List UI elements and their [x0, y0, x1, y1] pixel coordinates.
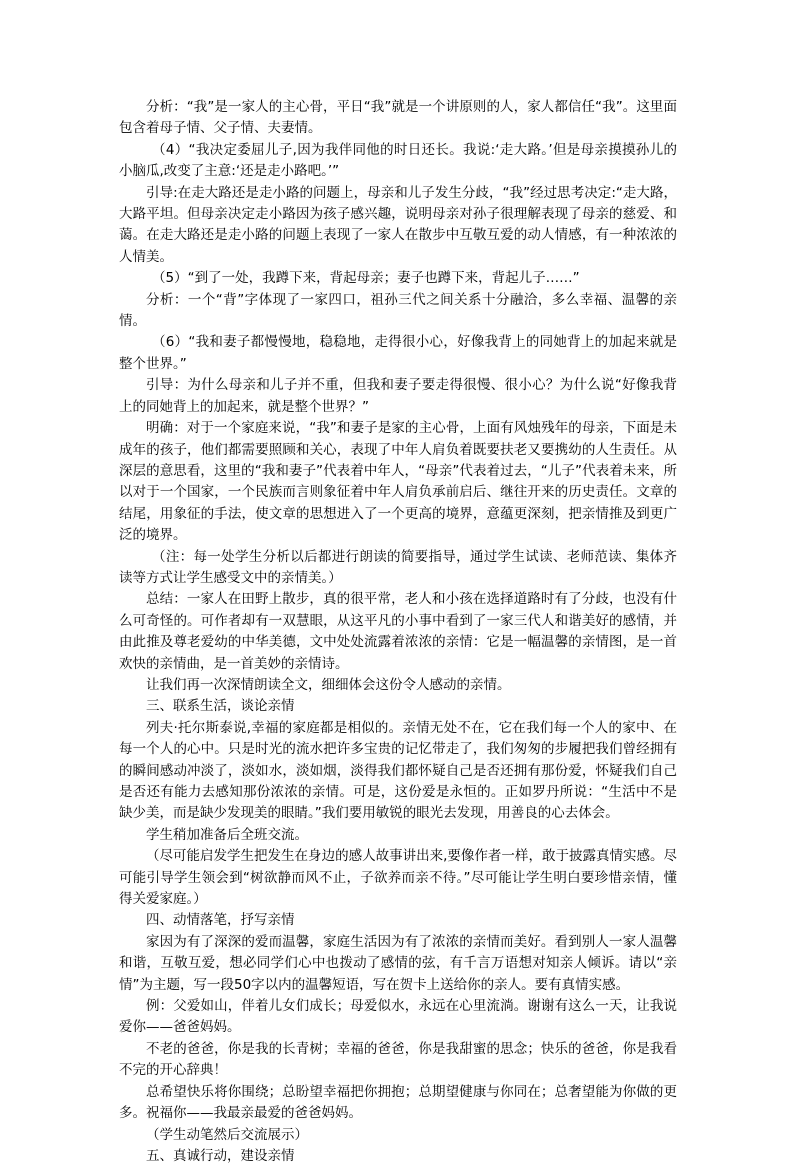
paragraph-note: （注：每一处学生分析以后都进行朗读的简要指导，通过学生试读、老师范读、集体齐读等方式让学生感受文中的亲情美。）: [119, 548, 677, 586]
paragraph-prepare: 学生稍加准备后全班交流。: [146, 826, 308, 843]
document-body: [119, 97, 677, 1167]
paragraph-inspire-note: （尽可能启发学生把发生在身边的感人故事讲出来,要像作者一样，敢于披露真情实感。尽可能引导学生领会到“树欲静而风不止，子欲养而亲不待。”尽可能让学生明白要珍惜亲情，懂得关爱家庭。）: [119, 848, 677, 908]
paragraph-summary: 总结：一家人在田野上散步，真的很平常，老人和小孩在选择道路时有了分歧，也没有什么可奇怪的。可作者却有一双慧眼，从这平凡的小事中看到了一家三代人和谐美好的感情，并由此推及尊老爱幼的中华美德，文中处处流露着浓浓的亲情：它是一幅温馨的亲情图，是一首欢快的亲情曲，是一首美妙的亲情诗。: [119, 591, 677, 672]
paragraph-clarification: 明确：对于一个家庭来说，“我”和妻子是家的主心骨，上面有风烛残年的母亲，下面是未成年的孩子，他们都需要照顾和关心，表现了中年人肩负着既要扶老又要携幼的人生责任。从深层的意思看，这里的“我和妻子”代表着中年人，“母亲”代表着过去，“儿子”代表着未来，所以对于一个国家，一个民族而言则象征着中年人肩负承前启后、继往开来的历史责任。文章的结尾，用象征的手法，使文章的思想进入了一个更高的境界，意蕴更深刻，把亲情推及到更广泛的境界。: [119, 420, 677, 544]
paragraph-quote-4: （4）“我决定委屈儿子,因为我伴同他的时日还长。我说:‘走大路。’但是母亲摸摸孙儿的小脑瓜,改变了主意:‘还是走小路吧。’”: [119, 141, 677, 180]
paragraph-example-2: 不老的爸爸，你是我的长青树；幸福的爸爸，你是我甜蜜的思念；快乐的爸爸，你是我看不完的开心辞典！: [119, 1040, 677, 1079]
paragraph-analysis-family: 分析：“我”是一家人的主心骨，平日“我”就是一个讲原则的人，家人都信任“我”。这里面包含着母子情、父子情、夫妻情。: [119, 99, 677, 137]
paragraph-example-3: 总希望快乐将你围绕；总盼望幸福把你拥抱；总期望健康与你同在；总奢望能为你做的更多。祝福你——我最亲最爱的爸爸妈妈。: [119, 1083, 677, 1122]
section-heading-3: 三、联系生活，谈论亲情: [146, 698, 295, 715]
paragraph-read-again: 让我们再一次深情朗读全文，细细体会这份令人感动的亲情。: [146, 676, 511, 693]
section-heading-4: 四、动情落笔，抒写亲情: [146, 912, 295, 929]
paragraph-quote-5: （5）“到了一处，我蹲下来，背起母亲；妻子也蹲下来，背起儿子……”: [152, 270, 580, 287]
paragraph-analysis-carry: 分析：一个“背”字体现了一家四口，祖孙三代之间关系十分融洽，多么幸福、温馨的亲情。: [119, 291, 677, 330]
paragraph-student-writing: （学生动笔然后交流展示）: [146, 1126, 308, 1143]
paragraph-quote-6: （6）“我和妻子都慢慢地，稳稳地，走得很小心，好像我背上的同她背上的加起来就是整个世界。”: [119, 334, 677, 372]
paragraph-tolstoy: 列夫·托尔斯泰说,幸福的家庭都是相似的。亲情无处不在，它在我们每一个人的家中、在每一个人的心中。只是时光的流水把许多宝贵的记忆带走了，我们匆匆的步履把我们曾经拥有的瞬间感动冲淡了，淡如水，淡如烟，淡得我们都怀疑自己是否还拥有那份爱，怀疑我们自己是否还有能力去感知那份浓浓的亲情。可是，这份爱是永恒的。正如罗丹所说：“生活中不是缺少美，而是缺少发现美的眼睛。”我们要用敏锐的眼光去发现，用善良的心去体会。: [119, 719, 677, 822]
paragraph-guide-road-choice: 引导:在走大路还是走小路的问题上，母亲和儿子发生分歧，“我”经过思考决定:“走大路，大路平坦。但母亲决定走小路因为孩子感兴趣，说明母亲对孙子很理解表现了母亲的慈爱、和蔼。在走大路还是走小路的问题上表现了一家人在散步中互敬互爱的动人情感，有一种浓浓的人情美。: [119, 184, 677, 265]
paragraph-guide-question: 引导：为什么母亲和儿子并不重，但我和妻子要走得很慢、很小心？为什么说“好像我背上的同她背上的加起来，就是整个世界？”: [119, 377, 677, 415]
paragraph-example-1: 例：父爱如山，伴着儿女们成长；母爱似水，永远在心里流淌。谢谢有这么一天，让我说爱你——爸爸妈妈。: [119, 998, 677, 1036]
section-heading-5: 五、真诚行动，建设亲情: [146, 1147, 295, 1164]
paragraph-writing-task: 家因为有了深深的爱而温馨，家庭生活因为有了浓浓的亲情而美好。看到别人一家人温馨和谐，互敬互爱，想必同学们心中也拨动了感情的弦，有千言万语想对知亲人倾诉。请以“亲情”为主题，写一段50字以内的温馨短语，写在贺卡上送给你的亲人。要有真情实感。: [119, 933, 677, 993]
